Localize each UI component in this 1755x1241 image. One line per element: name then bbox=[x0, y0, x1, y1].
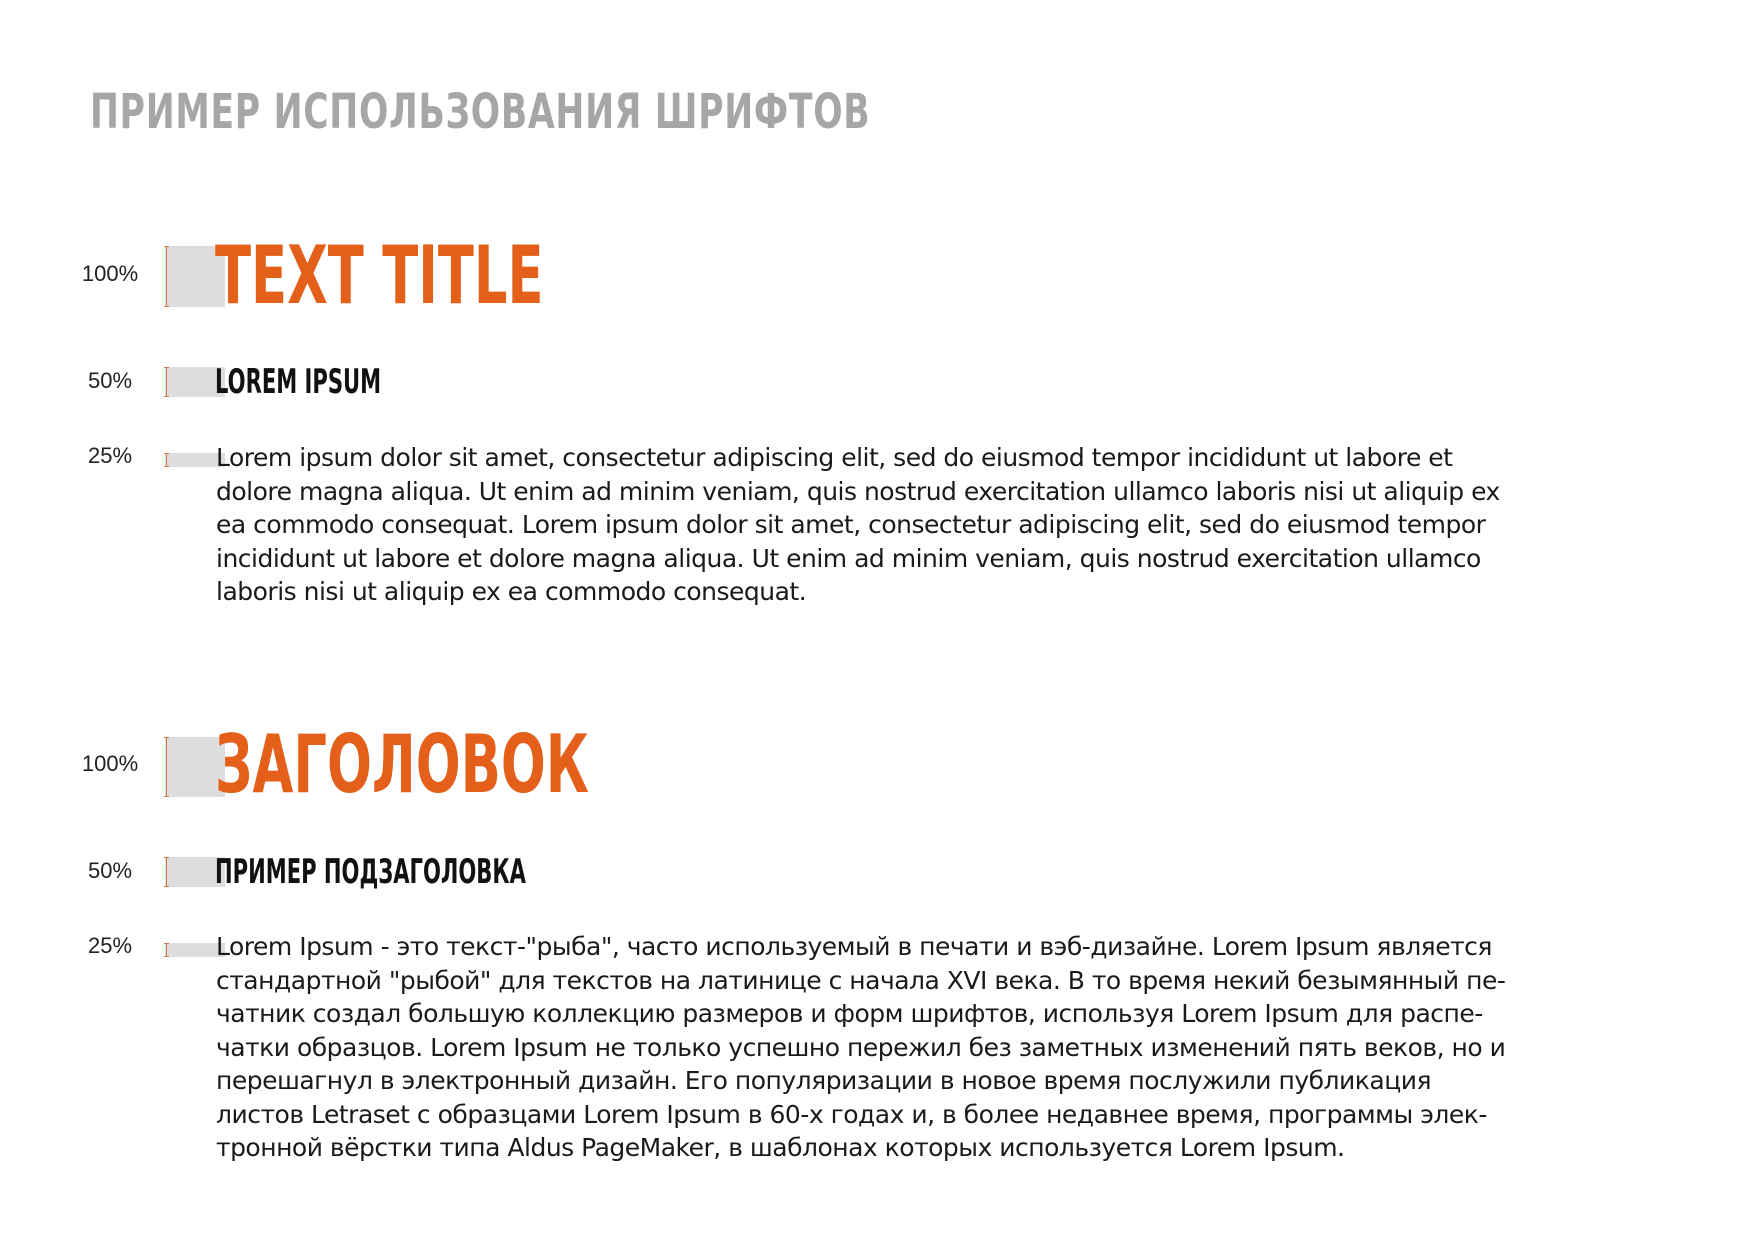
scale-label-50: 50% bbox=[87, 858, 133, 883]
scale-label-100: 100% bbox=[81, 261, 139, 286]
scale-label-100: 100% bbox=[81, 751, 139, 776]
sample-body-text: Lorem Ipsum - это текст-"рыба", часто используемый в печати и вэб-дизайне. Lorem Ipsum является стандартной "рыбой" для текстов на латинице с начала XVI века. В то время некий безымянный пе- чатник создал большую коллекцию размеров и форм шрифтов, используя Lorem Ipsum для распе- чатки образцов. Lorem Ipsum не только успешно пережил без заметных изменений пять веков, но и перешагнул в электронный дизайн. Его популяризации в новое время послужили публикация листов Letraset с образцами Lorem Ipsum в 60-х годах и, в более недавнее время, программы элек- тронной вёрстки типа Aldus PageMaker, в шаблонах которых используется Lorem Ipsum. bbox=[216, 932, 1506, 1162]
sample-subtitle: LOREM IPSUM bbox=[215, 362, 382, 402]
scale-label-25: 25% bbox=[87, 933, 133, 958]
scale-label-50: 50% bbox=[87, 368, 133, 393]
sample-title: ЗАГОЛОВОК bbox=[215, 718, 589, 811]
scale-label-25: 25% bbox=[87, 443, 133, 468]
sample-body-text: Lorem ipsum dolor sit amet, consectetur adipiscing elit, sed do eiusmod tempor incididunt ut labore et dolore magna aliqua. Ut enim ad minim veniam, quis nostrud exercitation ullamco laboris nisi ut aliquip ex ea commodo consequat. Lorem ipsum dolor sit amet, consectetur adipiscing elit, sed do eiusmod tempor incididunt ut labore et dolore magna aliqua. Ut enim ad minim veniam, quis nostrud exercitation ullamco laboris nisi ut aliquip ex ea commodo consequat. bbox=[216, 443, 1500, 606]
page-title: ПРИМЕР ИСПОЛЬЗОВАНИЯ ШРИФТОВ bbox=[90, 84, 871, 140]
sample-title: TEXT TITLE bbox=[215, 229, 544, 322]
sample-subtitle: ПРИМЕР ПОДЗАГОЛОВКА bbox=[215, 852, 526, 892]
